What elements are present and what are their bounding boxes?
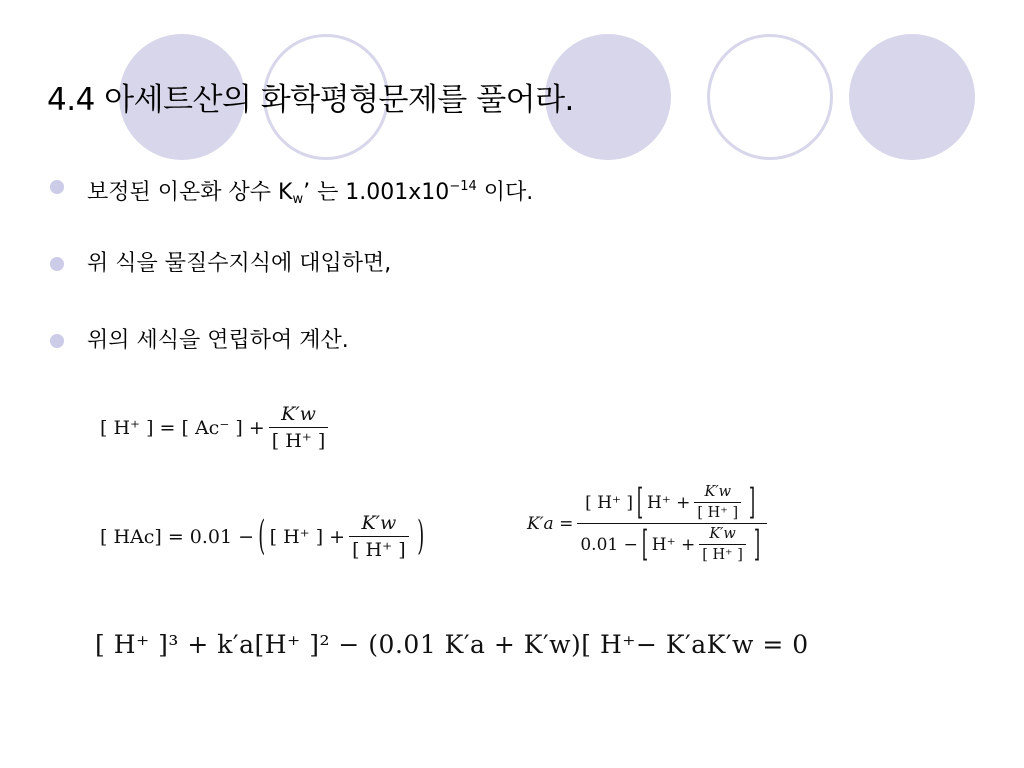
eq4-text: [ H⁺ ]³ + k′a[H⁺ ]² − (0.01 K′a + K′w)[ H⁺− K′aK′w = 0	[95, 630, 809, 659]
eq3-denominator	[577, 523, 766, 563]
eq3-den-b: H⁺ +	[651, 534, 696, 555]
bullet-dot	[50, 334, 64, 348]
eq3-den-inner-den: [ H⁺ ]	[699, 544, 746, 563]
eq2-fraction	[349, 512, 409, 561]
bullet-dot	[50, 180, 64, 194]
bullet-3-text: 위의 세식을 연립하여 계산.	[87, 328, 349, 353]
eq3-den-inner-num: K′w	[709, 526, 736, 542]
bullet-2-text: 위 식을 물질수지식에 대입하면,	[87, 251, 392, 276]
eq3-num-b: H⁺ +	[646, 492, 691, 513]
bullet-1-before: 보정된 이온화 상수 K	[87, 180, 293, 205]
eq1-fraction	[269, 403, 329, 452]
decor-circle-4	[707, 34, 833, 160]
eq2-open-paren: (	[258, 512, 266, 559]
eq2-close-paren: )	[416, 512, 424, 559]
slide-title: 4.4 아세트산의 화학평형문제를 풀어라.	[47, 82, 574, 118]
eq3-fraction	[577, 481, 766, 565]
bullet-1-sup: −14	[449, 179, 477, 194]
bullet-item-1	[47, 168, 533, 206]
eq3-num-close-bracket: ]	[748, 481, 756, 523]
eq3-den-a: 0.01 −	[580, 534, 638, 555]
equation-2	[100, 512, 428, 561]
eq1-lhs: [ H⁺ ] = [ Ac⁻ ] +	[100, 416, 265, 439]
eq2-lhs: [ HAc] = 0.01 −	[100, 525, 255, 548]
eq2-inner: [ H⁺ ] +	[269, 525, 346, 548]
eq3-den-inner-fraction	[699, 526, 746, 563]
eq1-num: K′w	[281, 403, 316, 425]
bullet-1-sub: w	[292, 192, 304, 207]
eq2-den: [ H⁺ ]	[349, 536, 409, 561]
bullet-1-after: ’ 는 1.001x10	[303, 180, 450, 205]
bullet-item-3	[47, 322, 533, 360]
eq1-den: [ H⁺ ]	[269, 427, 329, 452]
eq3-num-a: [ H⁺ ]	[585, 492, 634, 513]
eq3-num-open-bracket: [	[636, 481, 644, 523]
eq3-den-close-bracket: ]	[753, 523, 760, 565]
equation-3	[527, 481, 771, 565]
bullet-1-end: 이다.	[476, 180, 534, 205]
bullet-dot	[50, 257, 64, 271]
eq2-num: K′w	[361, 512, 397, 534]
eq3-num-inner-den: [ H⁺ ]	[694, 502, 741, 521]
equation-1	[100, 403, 332, 452]
eq3-numerator	[582, 481, 762, 523]
bullet-list	[47, 168, 533, 360]
eq3-lhs: K′a =	[527, 513, 574, 534]
equation-4	[95, 630, 809, 659]
decor-circle-5	[849, 34, 975, 160]
eq3-num-inner-num: K′w	[704, 484, 731, 500]
eq3-num-inner-fraction	[694, 484, 741, 521]
eq3-den-open-bracket: [	[641, 523, 648, 565]
bullet-item-2	[47, 245, 533, 283]
